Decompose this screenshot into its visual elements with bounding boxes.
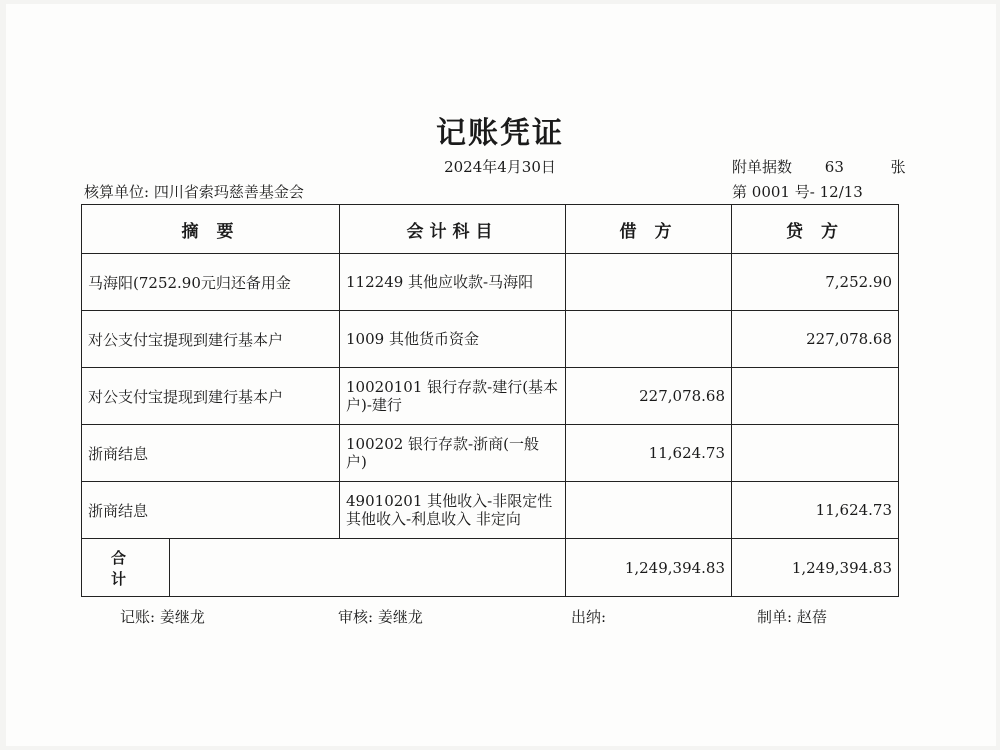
- row-debit: 11,624.73: [566, 425, 732, 482]
- bookkeeper-name: 姜继龙: [159, 608, 205, 626]
- attachments-info: [732, 156, 906, 177]
- preparer-label: 制单:: [757, 608, 793, 626]
- voucher-title: 记账凭证: [436, 116, 564, 151]
- signature-cashier: [571, 606, 606, 627]
- voucher-page: 12/13: [819, 183, 863, 201]
- row-debit: [566, 311, 732, 368]
- voucher-number: [732, 181, 863, 202]
- signature-auditor: [338, 606, 423, 627]
- row-subject: 112249 其他应收款-马海阳: [340, 254, 566, 311]
- attachments-count: 63: [824, 158, 844, 176]
- voucher-number-suffix: 号-: [794, 183, 815, 201]
- total-label: 合 计: [82, 539, 170, 597]
- header-credit: 贷 方: [732, 205, 899, 254]
- row-summary: 浙商结息: [82, 425, 340, 482]
- accounting-unit: [84, 181, 304, 202]
- voucher-date: 2024年4月30日: [444, 158, 556, 176]
- total-credit: 1,249,394.83: [732, 539, 899, 597]
- table-row: [82, 311, 899, 368]
- row-debit: [566, 482, 732, 539]
- row-summary: 对公支付宝提现到建行基本户: [82, 368, 340, 425]
- row-subject: 49010201 其他收入-非限定性其他收入-利息收入 非定向: [340, 482, 566, 539]
- row-subject: 100202 银行存款-浙商(一般户): [340, 425, 566, 482]
- total-blank: [170, 539, 566, 597]
- header-subject: 会计科目: [340, 205, 566, 254]
- row-debit: 227,078.68: [566, 368, 732, 425]
- signature-bookkeeper: [120, 606, 205, 627]
- signature-preparer: [757, 606, 827, 627]
- accounting-unit-label: 核算单位:: [84, 183, 150, 201]
- table-row: [82, 368, 899, 425]
- row-credit: 7,252.90: [732, 254, 899, 311]
- header-summary: 摘 要: [82, 205, 340, 254]
- row-credit: [732, 425, 899, 482]
- auditor-label: 审核:: [338, 608, 374, 626]
- total-row: [82, 539, 899, 597]
- total-debit: 1,249,394.83: [566, 539, 732, 597]
- row-debit: [566, 254, 732, 311]
- table-row: [82, 425, 899, 482]
- row-summary: 浙商结息: [82, 482, 340, 539]
- table-row: [82, 482, 899, 539]
- voucher-number-value: 0001: [751, 183, 790, 201]
- attachments-label: 附单据数: [732, 158, 793, 176]
- bookkeeper-label: 记账:: [120, 608, 156, 626]
- preparer-name: 赵蓓: [796, 608, 827, 626]
- auditor-name: 姜继龙: [377, 608, 423, 626]
- row-credit: [732, 368, 899, 425]
- row-credit: 11,624.73: [732, 482, 899, 539]
- accounting-unit-name: 四川省索玛慈善基金会: [153, 183, 304, 201]
- cashier-label: 出纳:: [571, 608, 607, 626]
- header-debit: 借 方: [566, 205, 732, 254]
- row-credit: 227,078.68: [732, 311, 899, 368]
- voucher-number-prefix: 第: [732, 183, 748, 201]
- table-row: [82, 254, 899, 311]
- voucher-table: [81, 204, 899, 597]
- row-summary: 马海阳(7252.90元归还备用金: [82, 254, 340, 311]
- row-subject: 1009 其他货币资金: [340, 311, 566, 368]
- row-summary: 对公支付宝提现到建行基本户: [82, 311, 340, 368]
- attachments-unit: 张: [890, 158, 906, 176]
- row-subject: 10020101 银行存款-建行(基本户)-建行: [340, 368, 566, 425]
- table-header-row: [82, 205, 899, 254]
